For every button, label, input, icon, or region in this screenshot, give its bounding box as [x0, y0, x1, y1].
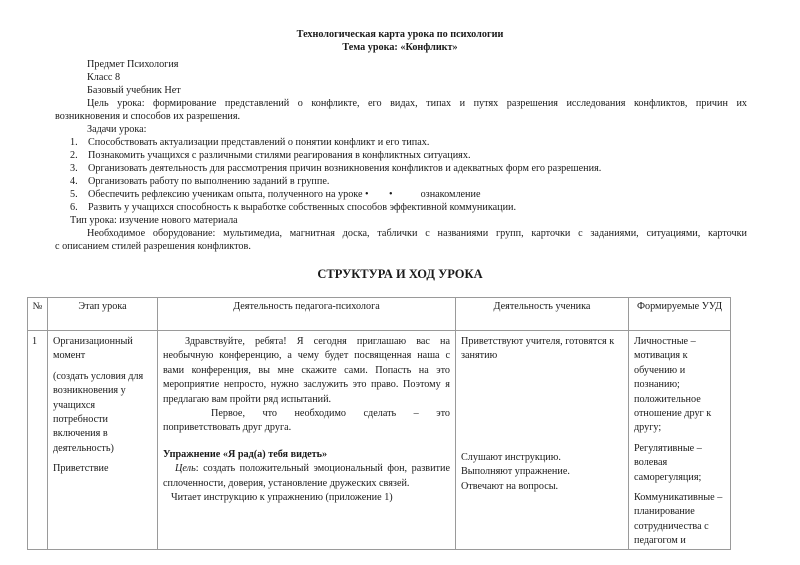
lesson-type: Тип урока: изучение нового материала [70, 215, 238, 226]
stage-cell [48, 331, 158, 550]
goal-text: : создать положительный эмоциональный фон, развитие сплоченности, доверия, установление дружеских связей. [163, 463, 450, 489]
task-item: 2. Познакомить учащихся с различными стилями реагирования в конфликтных ситуациях. [70, 150, 471, 161]
exercise-goal [163, 462, 450, 491]
header-student-activity: Деятельность ученика [456, 298, 629, 331]
lesson-structure-table [27, 297, 731, 550]
task-item: 5. Обеспечить рефлексию ученикам опыта, полученного на уроке • • ознакомление [70, 189, 481, 200]
section-title: СТРУКТУРА И ХОД УРОКА [317, 267, 483, 281]
exercise-title: Упражнение «Я рад(а) тебя видеть» [163, 448, 328, 460]
grade-line: Класс 8 [87, 72, 121, 83]
equipment-line-2: с описанием стилей разрешения конфликтов. [55, 241, 251, 252]
table-row [28, 331, 731, 550]
header-teacher-activity: Деятельность педагога-психолога [158, 298, 456, 331]
student-perform: Выполняют упражнение. [461, 466, 570, 478]
uud-personal: Личностные – мотивация к обучению и познанию; положительное отношение друг к другу; [634, 336, 712, 434]
task-item: 6. Развить у учащихся способность к выработке собственных способов эффективной коммуникации. [70, 202, 517, 213]
stage-purpose: (создать условия для возникновения у учащихся потребности включения в деятельность) [53, 370, 144, 454]
header-number: № [28, 298, 48, 331]
task-item: 4. Организовать работу по выполнению заданий в группе. [70, 176, 330, 187]
uud-communicative: Коммуникативные – планирование сотрудничества с педагогом и [634, 492, 723, 547]
student-listen: Слушают инструкцию. [461, 451, 561, 463]
goal-label: Цель [175, 463, 196, 475]
goal-line-2: возникновения и способов их разрешения. [55, 111, 241, 122]
uud-regulative: Регулятивные – волевая саморегуляция; [634, 442, 702, 483]
instruction-text: Читает инструкцию к упражнению (приложение 1) [171, 492, 393, 504]
header-uud: Формируемые УУД [629, 298, 731, 331]
document-title [0, 28, 800, 54]
stage-sub: Приветствие [53, 463, 109, 475]
stage-name: Организационный момент [53, 336, 133, 362]
tasks-list [70, 136, 750, 214]
title-line-1: Технологическая карта урока по психологии [296, 29, 504, 40]
teacher-greeting: Здравствуйте, ребята! Я сегодня приглашаю вас на необычную конференцию, а чему будет посвященная наша с вами конференция, вы мне скажите сами. Попасть на это мероприятие непросто, нужно заслужить это право. Поэтому я предлагаю вам пройти ряд испытаний. [163, 336, 450, 405]
student-activity-cell [456, 331, 629, 550]
uud-cell [629, 331, 731, 550]
tasks-label: Задачи урока: [87, 124, 147, 135]
goal-line-1: Цель урока: формирование представлений о конфликте, его видах, типах и путях разрешения исследования конфликтов, причин их [87, 98, 747, 109]
teacher-activity-cell [158, 331, 456, 550]
student-greeting: Приветствуют учителя, готовятся к занятию [461, 336, 615, 362]
equipment-line-1: Необходимое оборудование: мультимедиа, магнитная доска, таблички с названиями групп, карточки с заданиями, ситуациями, карточки [87, 228, 747, 239]
student-answer: Отвечают на вопросы. [461, 480, 559, 492]
title-line-2: Тема урока: «Конфликт» [342, 42, 458, 53]
textbook-line: Базовый учебник Нет [87, 85, 181, 96]
table-header-row [28, 298, 731, 331]
task-item: 1. Способствовать актуализации представлений о понятии конфликт и его типах. [70, 137, 430, 148]
subject-line: Предмет Психология [87, 59, 179, 70]
teacher-first-step: Первое, что необходимо сделать – это поприветствовать друг друга. [163, 408, 450, 434]
task-item: 3. Организовать деятельность для рассмотрения причин возникновения конфликтов и адекватных форм его разрешения. [70, 163, 602, 174]
header-stage: Этап урока [48, 298, 158, 331]
row-number: 1 [28, 331, 48, 550]
